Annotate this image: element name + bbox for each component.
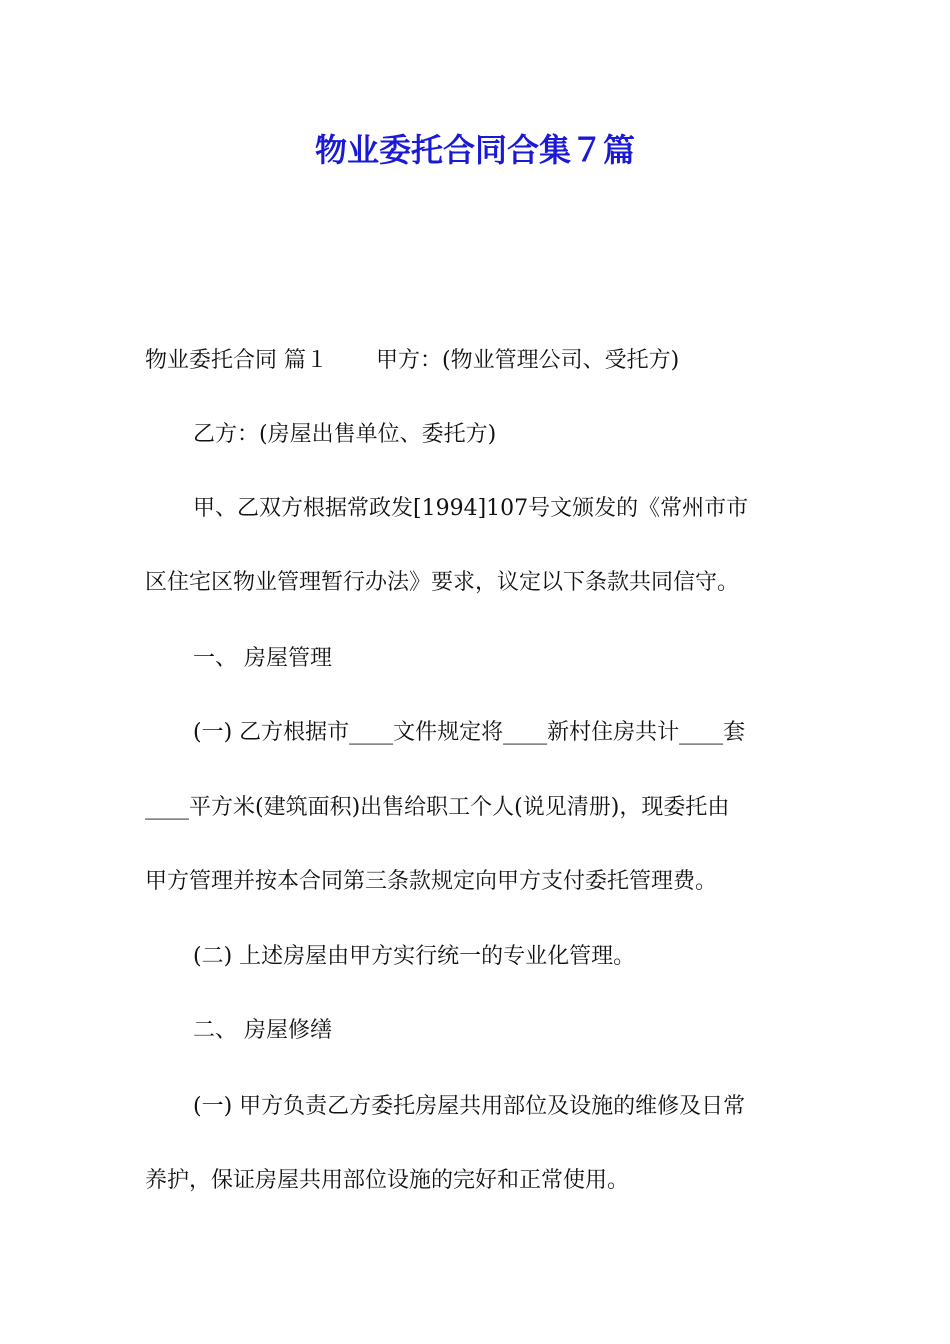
paragraph-line: (二) 上述房屋由甲方实行统一的专业化管理。 xyxy=(193,944,636,969)
contract-heading: 物业委托合同 篇１ xyxy=(145,348,328,373)
paragraph-line: 养护，保证房屋共用部位设施的完好和正常使用。 xyxy=(145,1168,630,1193)
paragraph-line: 甲方管理并按本合同第三条款规定向甲方支付委托管理费。 xyxy=(145,869,718,894)
paragraph-line: 区住宅区物业管理暂行办法》要求，议定以下条款共同信守。 xyxy=(145,570,740,595)
party-a-label: 甲方：(物业管理公司、受托方) xyxy=(376,348,680,373)
document-title: 物业委托合同合集７篇 xyxy=(314,131,635,169)
paragraph-line: (一) 甲方负责乙方委托房屋共用部位及设施的维修及日常 xyxy=(193,1094,746,1119)
section-heading: 二、 房屋修缮 xyxy=(193,1018,332,1043)
document-line-1 xyxy=(145,345,810,377)
paragraph-line: ____平方米(建筑面积)出售给职工个人(说见清册)，现委托由 xyxy=(145,795,730,820)
paragraph-line: 甲、乙双方根据常政发[1994]107号文颁发的《常州市市 xyxy=(193,496,749,521)
section-heading: 一、 房屋管理 xyxy=(193,646,332,671)
party-b-line: 乙方：(房屋出售单位、委托方) xyxy=(193,422,497,447)
paragraph-line: (一) 乙方根据市____文件规定将____新村住房共计____套 xyxy=(193,720,746,745)
